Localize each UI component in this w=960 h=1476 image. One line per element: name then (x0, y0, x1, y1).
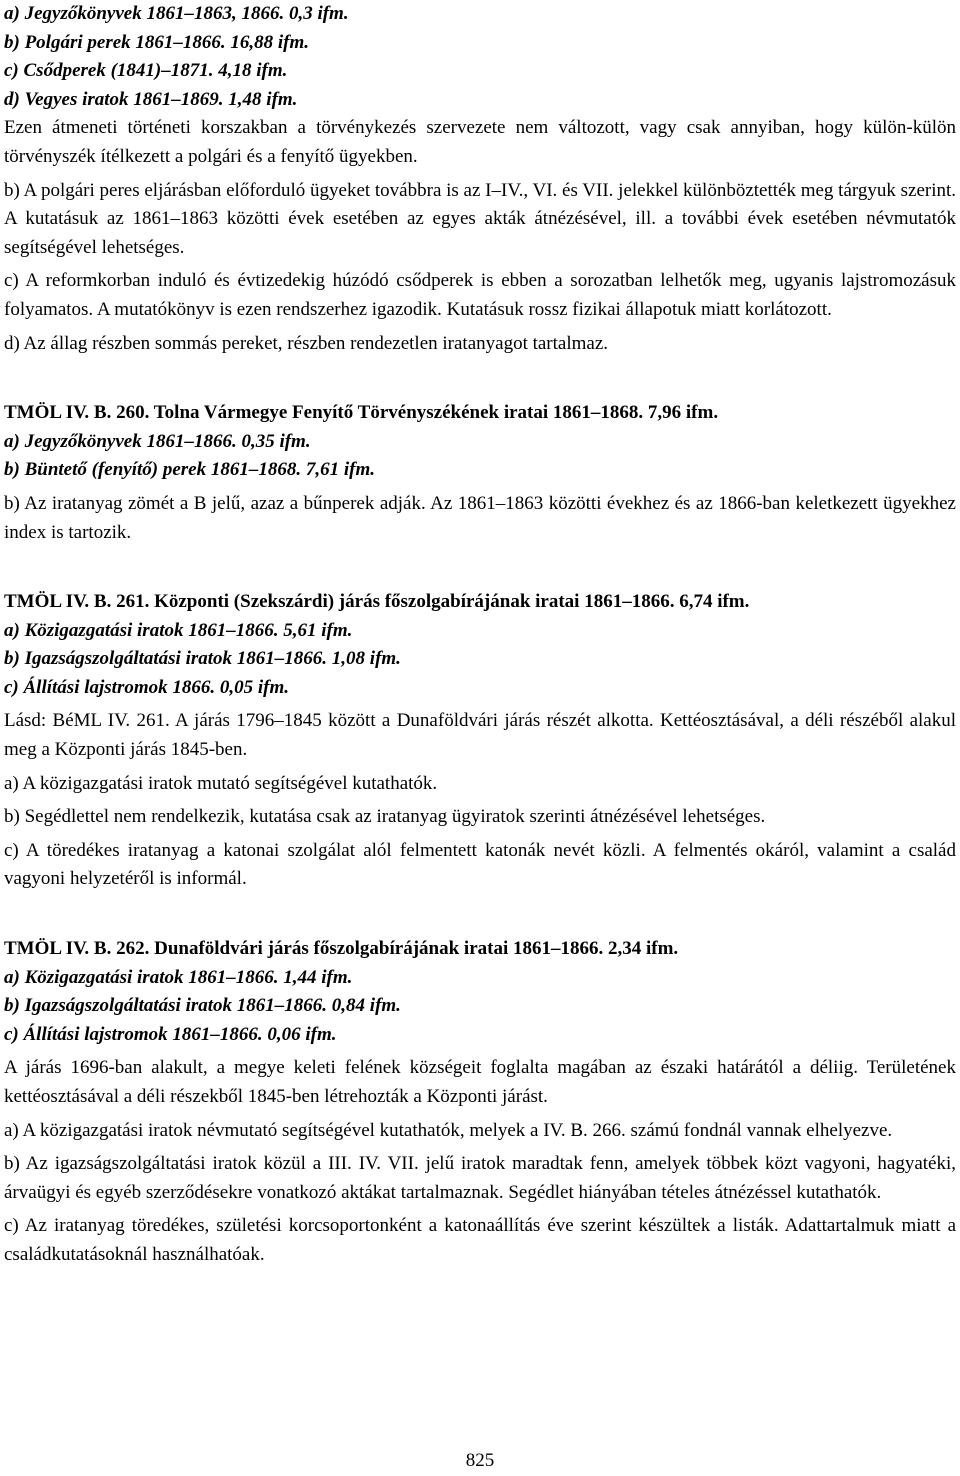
subseries-line: a) Közigazgatási iratok 1861–1866. 1,44 ifm. (4, 966, 353, 988)
description-paragraph: c) Az iratanyag töredékes, születési korcsoportonként a katonaállítás éve szerint készültek a listák. Adattartalmuk miatt a családkutatásoknál használhatóak. (4, 1215, 956, 1265)
description-paragraph: c) A töredékes iratanyag a katonai szolgálat alól felmentett katonák nevét közli. A felmentés okáról, valamint a család vagyoni helyzetéről is informál. (4, 839, 956, 890)
description-paragraph: Ezen átmeneti történeti korszakban a törvénykezés szervezete nem változott, vagy csak annyiban, hogy külön-külön törvényszék ítélkezett a polgári és a fenyítő ügyekben. (4, 117, 956, 167)
description-paragraph: b) Segédlettel nem rendelkezik, kutatása csak az iratanyag ügyiratok szerinti átnézésével lehetséges. (4, 806, 766, 828)
subseries-line: c) Állítási lajstromok 1866. 0,05 ifm. (4, 676, 290, 698)
archive-entry (4, 588, 956, 894)
subseries-line: d) Vegyes iratok 1861–1869. 1,48 ifm. (4, 88, 298, 110)
description-paragraph: A járás 1696-ban alakult, a megye keleti felének községeit foglalta magában az északi határától a déliig. Területének kettéosztásával a déli részekből 1845-ben létrehozták a Központi járást. (4, 1057, 956, 1107)
description-paragraph: b) Az iratanyag zömét a B jelű, azaz a bűnperek adják. Az 1861–1863 közötti évekhez és az 1866-ban keletkezett ügyekhez index is tartozik. (4, 492, 956, 543)
description-paragraph: Lásd: BéML IV. 261. A járás 1796–1845 között a Dunaföldvári járás részét alkotta. Kettéosztásával, a déli részéből alakul meg a Központi járás 1845-ben. (4, 710, 956, 761)
subseries-line: a) Közigazgatási iratok 1861–1866. 5,61 ifm. (4, 619, 353, 641)
archive-entry (4, 399, 956, 547)
subseries-line: b) Igazságszolgáltatási iratok 1861–1866. 0,84 ifm. (4, 995, 401, 1017)
document-page (4, 0, 956, 1270)
description-paragraph: a) A közigazgatási iratok névmutató segítségével kutathatók, melyek a IV. B. 266. számú fondnál vannak elhelyezve. (4, 1119, 893, 1141)
subseries-line: a) Jegyzőkönyvek 1861–1863, 1866. 0,3 ifm. (4, 3, 349, 24)
subseries-line: c) Csődperek (1841)–1871. 4,18 ifm. (4, 60, 288, 82)
description-paragraph: c) A reformkorban induló és évtizedekig húzódó csődperek is ebben a sorozatban lelhetők meg, ugyanis lajstromozásuk folyamatos. A mutatókönyv is ezen rendszerhez igazodik. Kutatásuk rossz fizikai állapotuk miatt korlátozott. (4, 270, 956, 320)
archive-entry (4, 935, 956, 1270)
description-paragraph: b) Az igazságszolgáltatási iratok közül a III. IV. VII. jelű iratok maradtak fenn, amelyek többek közt vagyoni, hagyatéki, árvaügyi és egyéb szerződésekre vonatkozó aktákat tartalmaznak. Segédlet hiányában tételes átnézéssel kutathatók. (4, 1153, 956, 1203)
page-number: 825 (465, 1450, 495, 1471)
description-paragraph: b) A polgári peres eljárásban előforduló ügyeket továbbra is az I–IV., VI. és VII. jelekkel különböztették meg tárgyuk szerint. A kutatásuk az 1861–1863 közötti évek esetében az egyes akták átnézésével, ill. a további évek esetében névmutatók segítségével lehetséges. (4, 179, 957, 258)
subseries-line: c) Állítási lajstromok 1861–1866. 0,06 ifm. (4, 1023, 337, 1045)
archive-entry (4, 0, 956, 358)
subseries-line: b) Igazságszolgáltatási iratok 1861–1866. 1,08 ifm. (4, 648, 401, 670)
description-paragraph: d) Az állag részben sommás pereket, részben rendezetlen iratanyagot tartalmaz. (4, 332, 609, 354)
subseries-line: b) Büntető (fenyítő) perek 1861–1868. 7,61 ifm. (4, 459, 375, 481)
subseries-line: b) Polgári perek 1861–1866. 16,88 ifm. (4, 31, 310, 53)
description-paragraph: a) A közigazgatási iratok mutató segítségével kutathatók. (4, 772, 438, 794)
entry-title: TMÖL IV. B. 262. Dunaföldvári járás főszolgabírájának iratai 1861–1866. 2,34 ifm. (4, 938, 679, 960)
entry-title: TMÖL IV. B. 260. Tolna Vármegye Fenyítő Törvényszékének iratai 1861–1868. 7,96 ifm. (4, 402, 719, 424)
subseries-line: a) Jegyzőkönyvek 1861–1866. 0,35 ifm. (4, 430, 311, 452)
entry-title: TMÖL IV. B. 261. Központi (Szekszárdi) járás főszolgabírájának iratai 1861–1866. 6,74 ifm. (4, 591, 750, 613)
